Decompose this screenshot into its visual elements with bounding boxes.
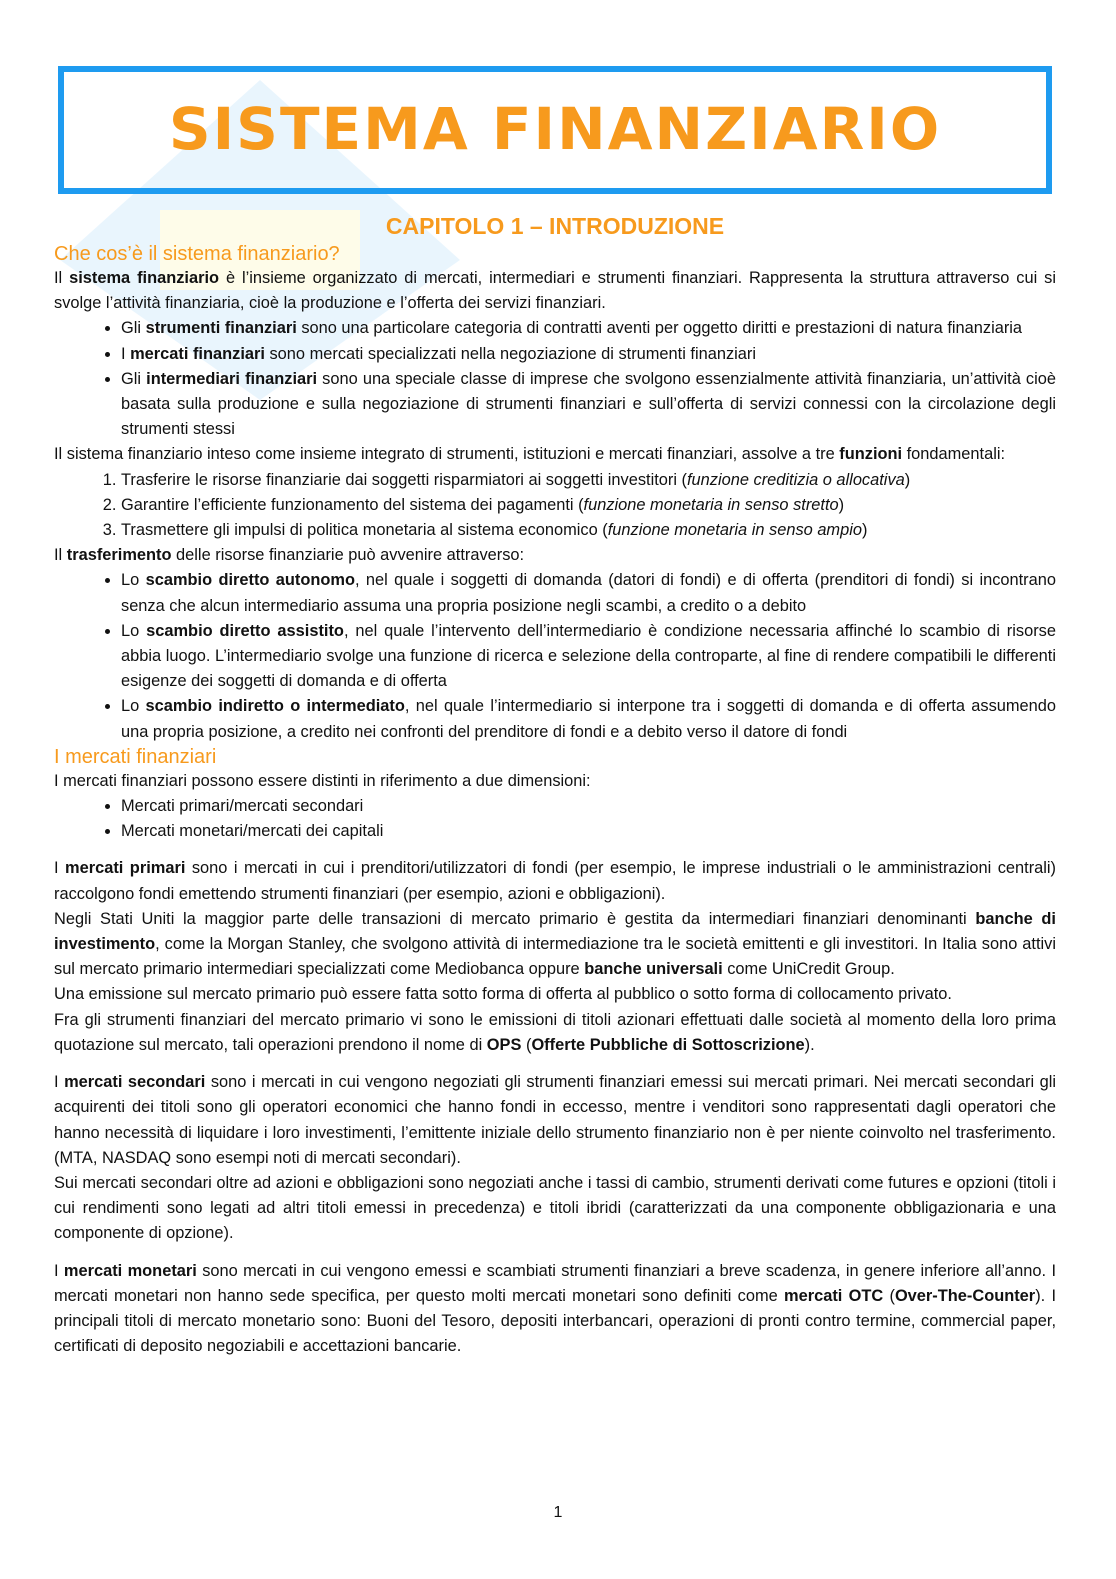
- bullet-list: [54, 316, 1056, 442]
- paragraph: Il sistema finanziario inteso come insieme integrato di strumenti, istituzioni e mercati finanziari, assolve a tre funzioni fondamentali:: [54, 445, 1006, 464]
- list-item: • Mercati primari/mercati secondari: [121, 794, 1056, 819]
- paragraph: Il trasferimento delle risorse finanziarie può avvenire attraverso:: [54, 546, 525, 565]
- paragraph: I mercati finanziari possono essere distinti in riferimento a due dimensioni:: [54, 771, 591, 790]
- list-item: 3. Trasmettere gli impulsi di politica monetaria al sistema economico (funzione monetaria in senso ampio): [121, 518, 1056, 543]
- paragraph: Negli Stati Uniti la maggior parte delle transazioni di mercato primario è gestita da intermediari finanziari denominanti banche di investimento, come la Morgan Stanley, che svolgono attività di intermediazione tra le società emittenti e gli investitori. In Italia sono attivi sul mercato primario intermediari specializzati come Mediobanca oppure banche universali come UniCredit Group.: [54, 909, 1056, 979]
- list-item: • Lo scambio diretto assistito, nel quale l’intervento dell’intermediario è condizione necessaria affinché lo scambio di risorse abbia luogo. L’intermediario svolge una funzione di ricerca e selezione della controparte, al fine di rendere compatibili le differenti esigenze dei soggetti di domanda e di offerta: [121, 619, 1056, 695]
- section-heading-mercati: I mercati finanziari: [54, 745, 217, 768]
- paragraph: Il sistema finanziario è l’insieme organizzato di mercati, intermediari e strumenti finanziari. Rappresenta la struttura attraverso cui si svolge l’attività finanziaria, cioè la produzione e l’offerta dei servizi finanziari.: [54, 269, 1056, 313]
- list-item: • I mercati finanziari sono mercati specializzati nella negoziazione di strumenti finanziari: [121, 342, 1056, 367]
- document-body: [54, 210, 1056, 1359]
- bullet-list: [54, 568, 1056, 744]
- list-item: • Lo scambio diretto autonomo, nel quale i soggetti di domanda (datori di fondi) e di offerta (prenditori di fondi) si incontrano senza che alcun intermediario assuma una propria posizione negli scambi, a credito o a debito: [121, 568, 1056, 618]
- title-frame: [58, 66, 1052, 194]
- section-heading-sistema: Che cos’è il sistema finanziario?: [54, 243, 340, 265]
- list-item: • Gli intermediari finanziari sono una speciale classe di imprese che svolgono essenzialmente attività finanziaria, un’attività cioè basata sulla produzione e sulla negoziazione di strumenti finanziari e sull’offerta di servizi connessi con la circolazione degli strumenti stessi: [121, 367, 1056, 443]
- paragraph: I mercati primari sono i mercati in cui i prenditori/utilizzatori di fondi (per esempio, le imprese industriali o le amministrazioni centrali) raccolgono fondi emettendo strumenti finanziari (per esempio, azioni e obbligazioni).: [54, 859, 1057, 903]
- chapter-heading: CAPITOLO 1 – INTRODUZIONE: [385, 213, 725, 239]
- paragraph: Fra gli strumenti finanziari del mercato primario vi sono le emissioni di titoli azionari effettuati dalle società al momento della loro prima quotazione sul mercato, tali operazioni prendono il nome di OPS (Offerte Pubbliche di Sottoscrizione).: [54, 1010, 1056, 1054]
- bullet-list: [54, 794, 1056, 844]
- list-item: 2. Garantire l’efficiente funzionamento del sistema dei pagamenti (funzione monetaria in senso stretto): [121, 493, 1056, 518]
- numbered-list: [54, 468, 1056, 544]
- paragraph: I mercati secondari sono i mercati in cui vengono negoziati gli strumenti finanziari emessi sui mercati primari. Nei mercati secondari gli acquirenti dei titoli sono gli operatori economici che hanno fondi in eccesso, mentre i venditori sono rappresentati dagli operatori che hanno necessità di liquidare i loro investimenti, l’emittente iniziale dello strumento finanziario non è per niente coinvolto nel trasferimento. (MTA, NASDAQ sono esempi noti di mercati secondari).: [54, 1073, 1056, 1167]
- paragraph: Una emissione sul mercato primario può essere fatta sotto forma di offerta al pubblico o sotto forma di collocamento privato.: [54, 985, 952, 1004]
- document-title: SISTEMA FINANZIARIO: [168, 95, 942, 164]
- page-number: 1: [553, 1504, 563, 1521]
- list-item: • Lo scambio indiretto o intermediato, nel quale l’intermediario si interpone tra i soggetti di domanda e di offerta assumendo una propria posizione, a credito nei confronti del prenditore di fondi e a debito verso il datore di fondi: [121, 694, 1056, 744]
- list-item: 1. Trasferire le risorse finanziarie dai soggetti risparmiatori ai soggetti investitori (funzione creditizia o allocativa): [121, 468, 1056, 493]
- list-item: • Mercati monetari/mercati dei capitali: [121, 819, 1056, 844]
- list-item: • Gli strumenti finanziari sono una particolare categoria di contratti aventi per oggetto diritti e prestazioni di natura finanziaria: [121, 316, 1056, 341]
- paragraph: Sui mercati secondari oltre ad azioni e obbligazioni sono negoziati anche i tassi di cambio, strumenti derivati come futures e opzioni (titoli i cui rendimenti sono legati ad altri titoli emessi in precedenza) e titoli ibridi (caratterizzati da una componente obbligazionaria e una componente di opzione).: [54, 1173, 1056, 1243]
- paragraph: I mercati monetari sono mercati in cui vengono emessi e scambiati strumenti finanziari a breve scadenza, in genere inferiore all’anno. I mercati monetari non hanno sede specifica, per questo molti mercati monetari sono definiti come mercati OTC (Over-The-Counter). I principali titoli di mercato monetario sono: Buoni del Tesoro, depositi interbancari, operazioni di pronti contro termine, commercial paper, certificati di deposito negoziabili e accettazioni bancarie.: [54, 1261, 1057, 1356]
